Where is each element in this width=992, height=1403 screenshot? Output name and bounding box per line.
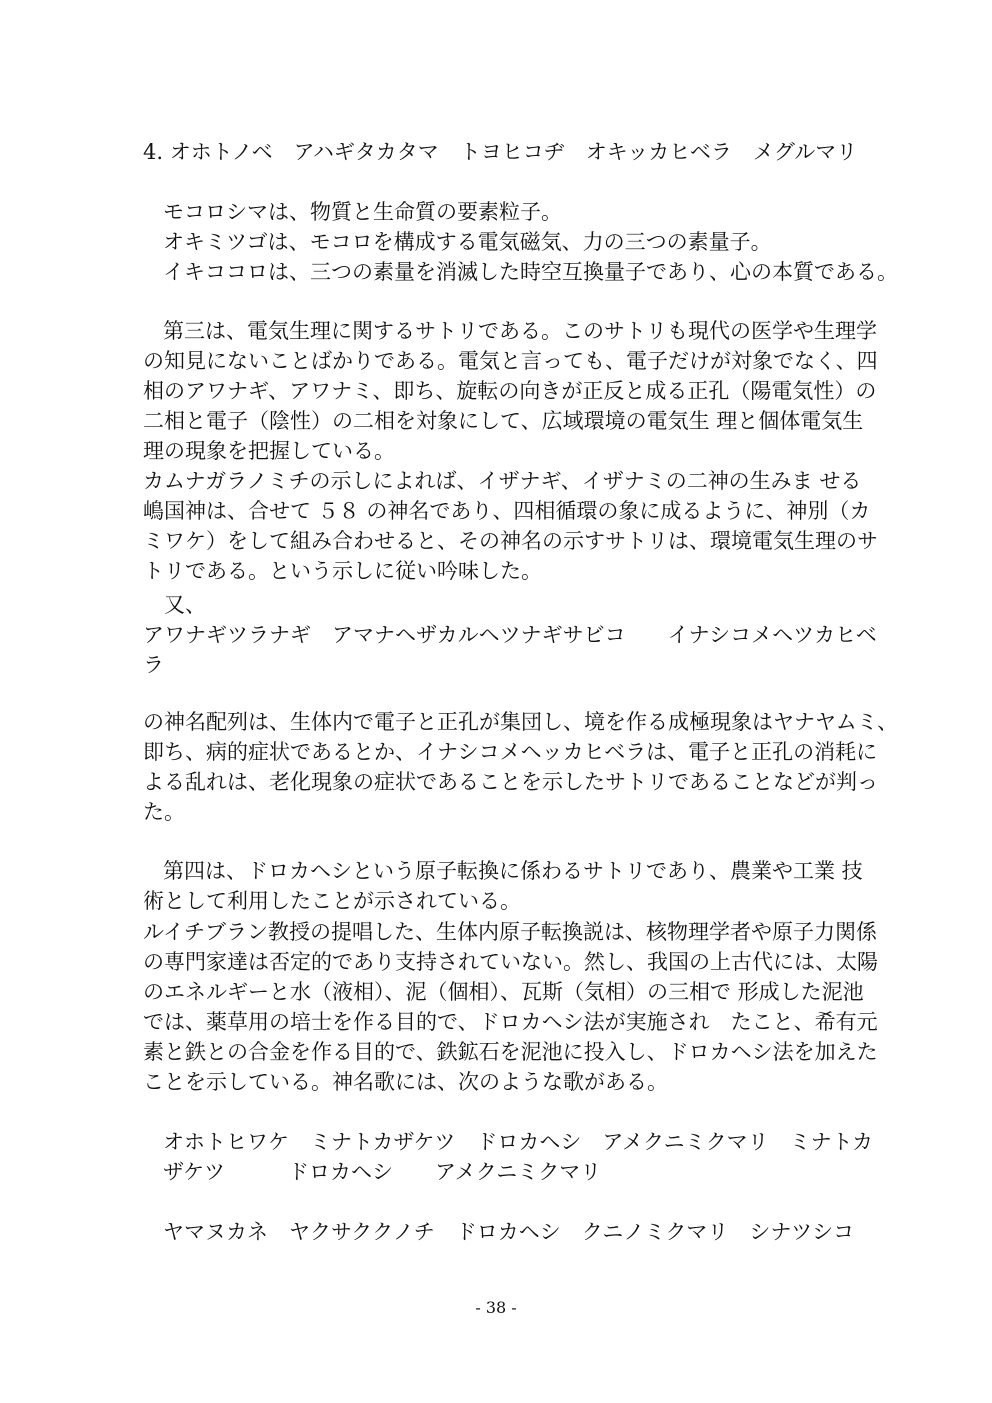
section-heading: 4. オホトノベ アハギタカタマ トヨヒコヂ オキッカヒベラ メグルマリ <box>143 140 858 164</box>
paragraph-line: では、薬草用の培士を作る目的で、ドロカヘシ法が実施され たこと、希有元 <box>143 1010 878 1034</box>
paragraph-line: ミワケ）をして組み合わせると、その神名の示すサトリは、環境電気生理のサ <box>143 529 878 553</box>
paragraph-line: 理の現象を把握している。 <box>143 439 395 463</box>
paragraph-line: のエネルギーと水（液相）、泥（個相）、瓦斯（気相）の三相で 形成した泥池 <box>143 980 864 1004</box>
paragraph-line: 又、 <box>143 593 206 617</box>
paragraph-line: 嶋国神は、合せて ５８ の神名であり、四相循環の象に成るように、神別（カ <box>143 499 871 523</box>
paragraph-line: 即ち、病的症状であるとか、イナシコメヘッカヒベラは、電子と正孔の消耗に <box>143 740 878 764</box>
definition-line: イキココロは、三つの素量を消滅した時空互換量子であり、心の本質である。 <box>163 260 898 284</box>
song-line: オホトヒワケ ミナトカザケツ ドロカヘシ アメクニミクマリ ミナトカ <box>163 1130 874 1154</box>
paragraph-line: カムナガラノミチの示しによれば、イザナギ、イザナミの二神の生みま せる <box>143 469 862 493</box>
paragraph-line: アワナギツラナギ アマナヘザカルヘツナギサビコ イナシコメヘツカヒベ <box>143 623 877 647</box>
song-line: ザケツ ドロカヘシ アメクニミクマリ <box>163 1160 602 1184</box>
paragraph-line: ことを示している。神名歌には、次のような歌がある。 <box>143 1070 668 1094</box>
definition-line: オキミツゴは、モコロを構成する電気磁気、力の三つの素量子。 <box>163 230 772 254</box>
paragraph-line: 二相と電子（陰性）の二相を対象にして、広域環境の電気生 理と個体電気生 <box>143 409 864 433</box>
paragraph-line: ルイチブラン教授の提唱した、生体内原子転換説は、核物理学者や原子力関係 <box>143 920 877 944</box>
paragraph-line: 相のアワナギ、アワナミ、即ち、旋転の向きが正反と成る正孔（陽電気性）の <box>143 379 877 403</box>
paragraph-line: の神名配列は、生体内で電子と正孔が集団し、境を作る成極現象はヤナヤムミ、 <box>143 710 898 734</box>
paragraph-line: トリである。という示しに従い吟味した。 <box>143 559 542 583</box>
paragraph-line: 術として利用したことが示されている。 <box>143 889 521 913</box>
paragraph-line: よる乱れは、老化現象の症状であることを示したサトリであることなどが判っ <box>143 770 878 794</box>
paragraph-line: 第四は、ドロカヘシという原子転換に係わるサトリであり、農業や工業 技 <box>163 859 863 883</box>
definition-line: モコロシマは、物質と生命質の要素粒子。 <box>163 200 562 224</box>
paragraph-line: 第三は、電気生理に関するサトリである。このサトリも現代の医学や生理学 <box>163 319 877 343</box>
page-number: - 38 - <box>475 1298 517 1317</box>
paragraph-line: た。 <box>143 800 185 824</box>
paragraph-line: ラ <box>143 653 164 677</box>
paragraph-line: 素と鉄との合金を作る目的で、鉄鉱石を泥池に投入し、ドロカヘシ法を加えた <box>143 1040 878 1064</box>
paragraph-line: の専門家達は否定的であり支持されていない。然し、我国の上古代には、太陽 <box>143 950 878 974</box>
song-line: ヤマヌカネ ヤクサククノチ ドロカヘシ クニノミクマリ シナツシコ <box>163 1220 855 1244</box>
paragraph-line: の知見にないことばかりである。電気と言っても、電子だけが対象でなく、四 <box>143 349 878 373</box>
